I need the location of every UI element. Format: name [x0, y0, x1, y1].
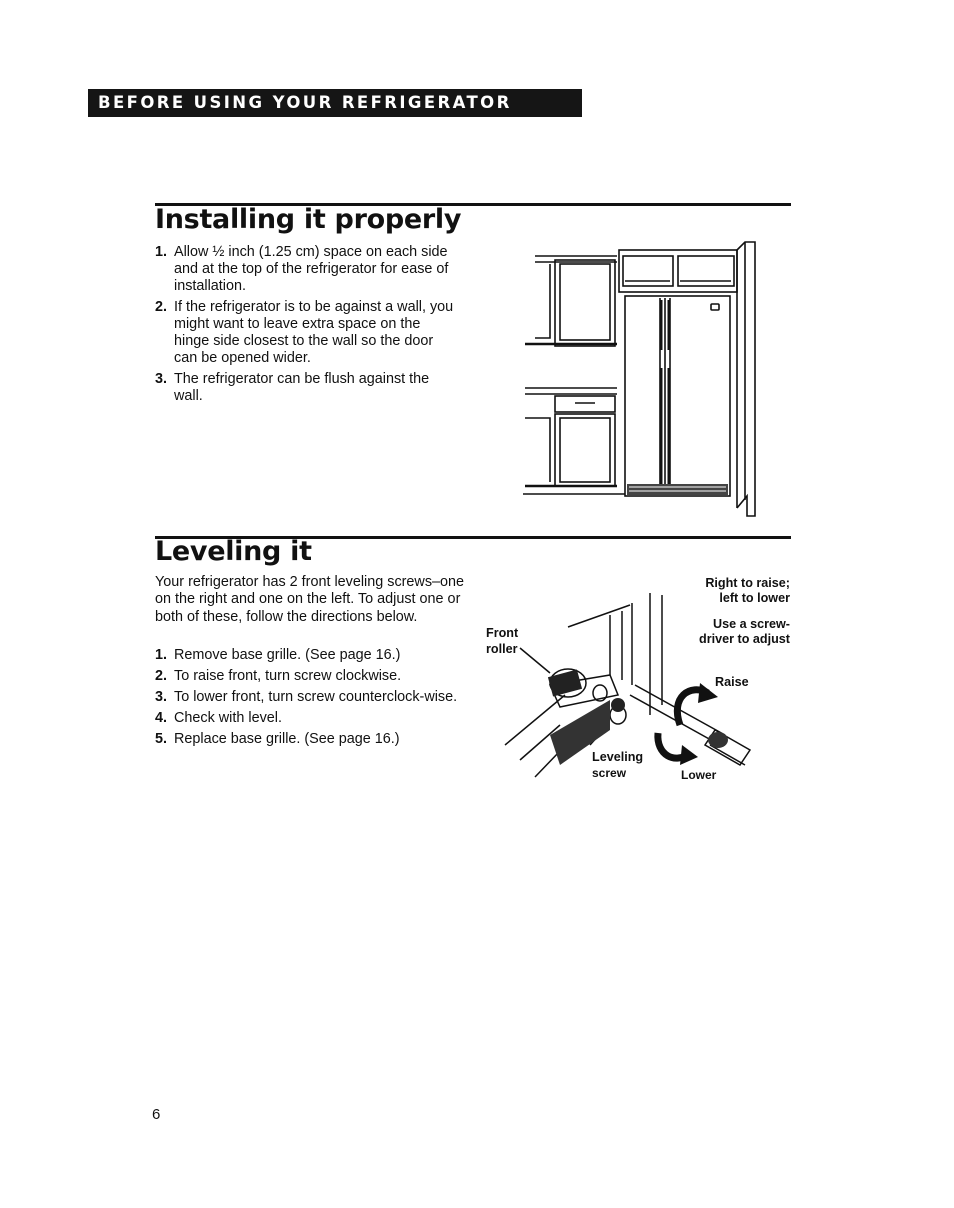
left-to-lower-label: left to lower: [719, 591, 790, 605]
driver-to-adjust-label: driver to adjust: [699, 632, 790, 646]
screw-label: screw: [592, 766, 627, 780]
right-to-raise-label: Right to raise;: [705, 576, 790, 590]
leveling-intro: Your refrigerator has 2 front leveling screws–one on the right and one on the left. To adjust one or both of these, follow the directions below.: [155, 574, 465, 625]
page-number: 6: [152, 1106, 161, 1123]
roller-label: roller: [486, 642, 518, 656]
leveling-steps: [155, 647, 460, 752]
list-item: 4. Check with level.: [155, 710, 282, 726]
list-item: 5. Replace base grille. (See page 16.): [155, 731, 400, 747]
use-screwdriver-label: Use a screw-: [712, 617, 790, 631]
front-label: Front: [486, 626, 519, 640]
section-header-banner: BEFORE USING YOUR REFRIGERATOR: [88, 89, 582, 117]
list-item: 2. If the refrigerator is to be against a wall, you might want to leave extra space on the hinge side closest to the wall so the door can be opened wider.: [155, 299, 454, 366]
raise-label: Raise: [715, 675, 749, 689]
list-item: 1. Remove base grille. (See page 16.): [155, 647, 401, 663]
refrigerator-cabinets-illustration: [515, 238, 765, 518]
leveling-heading: Leveling it: [155, 536, 312, 567]
list-item: 3. The refrigerator can be flush against the wall.: [155, 371, 430, 404]
leveling-screw-label: Leveling: [592, 750, 644, 764]
list-item: 2. To raise front, turn screw clockwise.: [155, 668, 402, 684]
list-item: 3. To lower front, turn screw counterclock-wise.: [155, 689, 458, 705]
list-item: 1. Allow ½ inch (1.25 cm) space on each side and at the top of the refrigerator for ease of installation.: [155, 244, 449, 294]
install-steps: [155, 244, 455, 409]
lower-label: Lower: [681, 768, 717, 782]
install-heading: Installing it properly: [155, 204, 462, 235]
